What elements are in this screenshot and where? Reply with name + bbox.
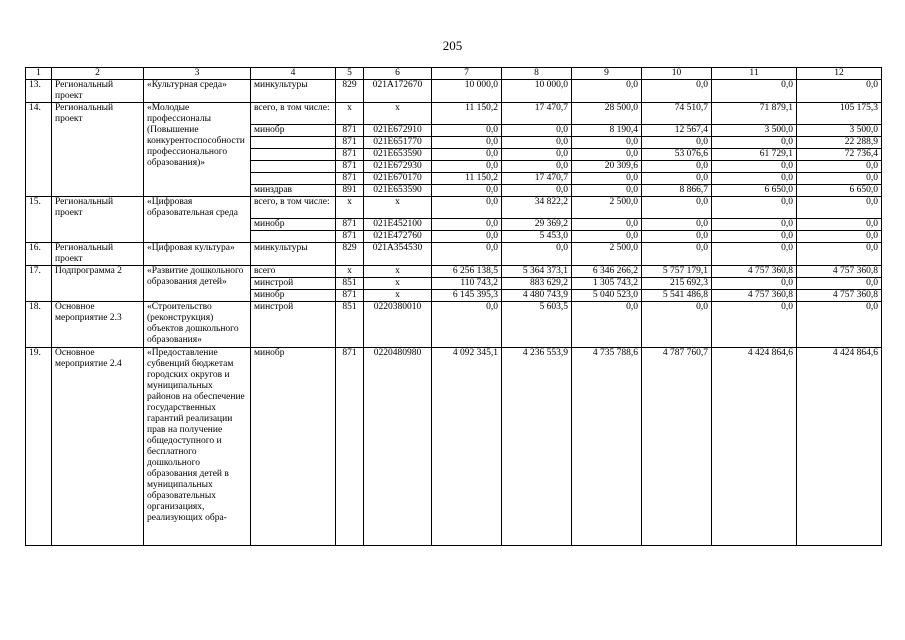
amount-v10: 0,0 <box>642 243 712 266</box>
amount-v8: 5 603,5 <box>502 302 572 348</box>
responsible-executor <box>251 231 336 243</box>
amount-v12: 0,0 <box>797 161 882 173</box>
budget-code: 021E672930 <box>364 161 432 173</box>
amount-v7: 0,0 <box>432 219 502 231</box>
amount-v11: 3 500,0 <box>712 125 797 137</box>
amount-v7: 11 150,2 <box>432 173 502 185</box>
grbs-code: 871 <box>336 161 364 173</box>
amount-v8: 0,0 <box>502 185 572 197</box>
responsible-executor: минобр <box>251 219 336 231</box>
item-name: Подпрограмма 2 <box>52 266 144 302</box>
amount-v9: 0,0 <box>572 231 642 243</box>
amount-v7: 0,0 <box>432 137 502 149</box>
page-number: 205 <box>442 38 463 53</box>
responsible-executor: минобр <box>251 348 336 546</box>
amount-v8: 883 629,2 <box>502 278 572 290</box>
col-header: 7 <box>432 68 502 80</box>
amount-v10: 0,0 <box>642 80 712 103</box>
amount-v9: 4 735 788,6 <box>572 348 642 546</box>
item-description: «Цифровая образовательная среда <box>144 197 251 243</box>
col-header: 6 <box>364 68 432 80</box>
budget-code: 021E670170 <box>364 173 432 185</box>
table-row <box>26 80 882 103</box>
amount-v12: 0,0 <box>797 173 882 185</box>
grbs-code: x <box>336 266 364 278</box>
amount-v11: 4 424 864,6 <box>712 348 797 546</box>
budget-code: 021E672910 <box>364 125 432 137</box>
amount-v8: 0,0 <box>502 161 572 173</box>
amount-v7: 10 000,0 <box>432 80 502 103</box>
responsible-executor <box>251 137 336 149</box>
grbs-code: 851 <box>336 302 364 348</box>
amount-v9: 0,0 <box>572 149 642 161</box>
grbs-code: x <box>336 103 364 125</box>
amount-v10: 5 541 486,8 <box>642 290 712 302</box>
table-row <box>26 103 882 125</box>
row-number: 13. <box>26 80 52 103</box>
amount-v11: 0,0 <box>712 278 797 290</box>
budget-code: 021A172670 <box>364 80 432 103</box>
grbs-code: 871 <box>336 173 364 185</box>
item-description: «Развитие дошкольного образования детей» <box>144 266 251 302</box>
amount-v8: 0,0 <box>502 243 572 266</box>
amount-v7: 6 256 138,5 <box>432 266 502 278</box>
responsible-executor <box>251 149 336 161</box>
table-row <box>26 266 882 278</box>
budget-code: x <box>364 197 432 219</box>
amount-v11: 0,0 <box>712 137 797 149</box>
grbs-code: 891 <box>336 185 364 197</box>
item-name: Региональный проект <box>52 243 144 266</box>
amount-v9: 8 190,4 <box>572 125 642 137</box>
amount-v9: 0,0 <box>572 219 642 231</box>
responsible-executor: всего <box>251 266 336 278</box>
amount-v8: 4 236 553,9 <box>502 348 572 546</box>
grbs-code: 871 <box>336 125 364 137</box>
amount-v12: 0,0 <box>797 231 882 243</box>
col-header: 12 <box>797 68 882 80</box>
responsible-executor: всего, в том числе: <box>251 103 336 125</box>
amount-v8: 0,0 <box>502 125 572 137</box>
amount-v11: 0,0 <box>712 231 797 243</box>
amount-v10: 0,0 <box>642 219 712 231</box>
amount-v9: 28 500,0 <box>572 103 642 125</box>
amount-v11: 71 879,1 <box>712 103 797 125</box>
grbs-code: x <box>336 197 364 219</box>
amount-v11: 4 757 360,8 <box>712 266 797 278</box>
amount-v11: 0,0 <box>712 302 797 348</box>
col-header: 3 <box>144 68 251 80</box>
amount-v8: 17 470,7 <box>502 103 572 125</box>
amount-v8: 5 453,0 <box>502 231 572 243</box>
amount-v10: 0,0 <box>642 137 712 149</box>
amount-v9: 2 500,0 <box>572 243 642 266</box>
item-name: Региональный проект <box>52 197 144 243</box>
row-number: 15. <box>26 197 52 243</box>
amount-v12: 22 288,9 <box>797 137 882 149</box>
amount-v12: 3 500,0 <box>797 125 882 137</box>
amount-v11: 0,0 <box>712 173 797 185</box>
column-numbers-row <box>26 68 882 80</box>
budget-code: x <box>364 278 432 290</box>
amount-v9: 20 309,6 <box>572 161 642 173</box>
budget-code: 021E653590 <box>364 149 432 161</box>
amount-v7: 0,0 <box>432 125 502 137</box>
budget-code: 0220380010 <box>364 302 432 348</box>
amount-v11: 61 729,1 <box>712 149 797 161</box>
table-row <box>26 348 882 546</box>
amount-v9: 0,0 <box>572 137 642 149</box>
amount-v10: 8 866,7 <box>642 185 712 197</box>
row-number: 18. <box>26 302 52 348</box>
amount-v11: 0,0 <box>712 197 797 219</box>
col-header: 4 <box>251 68 336 80</box>
table-row <box>26 197 882 219</box>
col-header: 2 <box>52 68 144 80</box>
grbs-code: 851 <box>336 278 364 290</box>
amount-v11: 6 650,0 <box>712 185 797 197</box>
responsible-executor: минздрав <box>251 185 336 197</box>
budget-code: 021E472760 <box>364 231 432 243</box>
col-header: 1 <box>26 68 52 80</box>
budget-code: x <box>364 290 432 302</box>
amount-v12: 0,0 <box>797 80 882 103</box>
amount-v10: 12 567,4 <box>642 125 712 137</box>
amount-v7: 0,0 <box>432 243 502 266</box>
amount-v8: 0,0 <box>502 137 572 149</box>
amount-v9: 0,0 <box>572 173 642 185</box>
responsible-executor: минкультуры <box>251 80 336 103</box>
table-row <box>26 243 882 266</box>
amount-v10: 0,0 <box>642 161 712 173</box>
amount-v12: 4 424 864,6 <box>797 348 882 546</box>
grbs-code: 829 <box>336 80 364 103</box>
amount-v12: 72 736,4 <box>797 149 882 161</box>
amount-v12: 4 757 360,8 <box>797 290 882 302</box>
responsible-executor <box>251 173 336 185</box>
budget-code: 0220480980 <box>364 348 432 546</box>
amount-v10: 5 757 179,1 <box>642 266 712 278</box>
amount-v8: 5 364 373,1 <box>502 266 572 278</box>
amount-v7: 0,0 <box>432 161 502 173</box>
item-description: «Молодые профессионалы (Повышение конкурентоспособности профессионального образования)» <box>144 103 251 197</box>
responsible-executor: минстрой <box>251 278 336 290</box>
amount-v12: 4 757 360,8 <box>797 266 882 278</box>
amount-v11: 0,0 <box>712 80 797 103</box>
amount-v7: 4 092 345,1 <box>432 348 502 546</box>
responsible-executor: минкультуры <box>251 243 336 266</box>
amount-v8: 0,0 <box>502 149 572 161</box>
item-description: «Строительство (реконструкция) объектов дошкольного образования» <box>144 302 251 348</box>
amount-v11: 0,0 <box>712 161 797 173</box>
amount-v12: 0,0 <box>797 219 882 231</box>
amount-v12: 105 175,3 <box>797 103 882 125</box>
amount-v7: 6 145 395,3 <box>432 290 502 302</box>
grbs-code: 871 <box>336 290 364 302</box>
amount-v9: 0,0 <box>572 302 642 348</box>
budget-code: 021E651770 <box>364 137 432 149</box>
amount-v7: 0,0 <box>432 231 502 243</box>
amount-v7: 0,0 <box>432 197 502 219</box>
row-number: 19. <box>26 348 52 546</box>
row-number: 14. <box>26 103 52 197</box>
amount-v12: 0,0 <box>797 243 882 266</box>
responsible-executor <box>251 161 336 173</box>
amount-v9: 2 500,0 <box>572 197 642 219</box>
amount-v8: 10 000,0 <box>502 80 572 103</box>
item-description: «Предоставление субвенций бюджетам городских округов и муниципальных районов на обеспечение государственных гарантий реализации прав на получение общедоступного и бесплатного дошкольного образования детей в муниципальных образовательных организациях, реализующих обра- <box>144 348 251 546</box>
budget-code: x <box>364 103 432 125</box>
item-name: Региональный проект <box>52 80 144 103</box>
budget-code: 021A354530 <box>364 243 432 266</box>
amount-v12: 6 650,0 <box>797 185 882 197</box>
responsible-executor: всего, в том числе: <box>251 197 336 219</box>
amount-v10: 0,0 <box>642 197 712 219</box>
amount-v12: 0,0 <box>797 302 882 348</box>
responsible-executor: минобр <box>251 290 336 302</box>
amount-v9: 1 305 743,2 <box>572 278 642 290</box>
col-header: 5 <box>336 68 364 80</box>
amount-v8: 17 470,7 <box>502 173 572 185</box>
amount-v7: 11 150,2 <box>432 103 502 125</box>
amount-v9: 0,0 <box>572 185 642 197</box>
amount-v7: 0,0 <box>432 302 502 348</box>
grbs-code: 871 <box>336 149 364 161</box>
item-name: Региональный проект <box>52 103 144 197</box>
responsible-executor: минобр <box>251 125 336 137</box>
budget-table <box>25 67 882 546</box>
amount-v11: 0,0 <box>712 219 797 231</box>
col-header: 9 <box>572 68 642 80</box>
amount-v9: 5 040 523,0 <box>572 290 642 302</box>
amount-v9: 6 346 266,2 <box>572 266 642 278</box>
row-number: 16. <box>26 243 52 266</box>
amount-v12: 0,0 <box>797 278 882 290</box>
amount-v10: 4 787 760,7 <box>642 348 712 546</box>
amount-v7: 0,0 <box>432 185 502 197</box>
amount-v10: 74 510,7 <box>642 103 712 125</box>
table-row <box>26 302 882 348</box>
amount-v10: 0,0 <box>642 302 712 348</box>
amount-v8: 34 822,2 <box>502 197 572 219</box>
budget-code: x <box>364 266 432 278</box>
col-header: 8 <box>502 68 572 80</box>
amount-v7: 110 743,2 <box>432 278 502 290</box>
amount-v8: 29 369,2 <box>502 219 572 231</box>
amount-v10: 53 076,6 <box>642 149 712 161</box>
amount-v9: 0,0 <box>572 80 642 103</box>
responsible-executor: минстрой <box>251 302 336 348</box>
item-name: Основное мероприятие 2.4 <box>52 348 144 546</box>
col-header: 11 <box>712 68 797 80</box>
amount-v11: 0,0 <box>712 243 797 266</box>
item-name: Основное мероприятие 2.3 <box>52 302 144 348</box>
grbs-code: 871 <box>336 231 364 243</box>
budget-code: 021E653590 <box>364 185 432 197</box>
amount-v10: 0,0 <box>642 173 712 185</box>
amount-v7: 0,0 <box>432 149 502 161</box>
row-number: 17. <box>26 266 52 302</box>
grbs-code: 829 <box>336 243 364 266</box>
amount-v12: 0,0 <box>797 197 882 219</box>
amount-v10: 0,0 <box>642 231 712 243</box>
grbs-code: 871 <box>336 137 364 149</box>
amount-v8: 4 480 743,9 <box>502 290 572 302</box>
amount-v11: 4 757 360,8 <box>712 290 797 302</box>
budget-code: 021E452100 <box>364 219 432 231</box>
amount-v10: 215 692,3 <box>642 278 712 290</box>
grbs-code: 871 <box>336 348 364 546</box>
item-description: «Культурная среда» <box>144 80 251 103</box>
grbs-code: 871 <box>336 219 364 231</box>
col-header: 10 <box>642 68 712 80</box>
item-description: «Цифровая культура» <box>144 243 251 266</box>
